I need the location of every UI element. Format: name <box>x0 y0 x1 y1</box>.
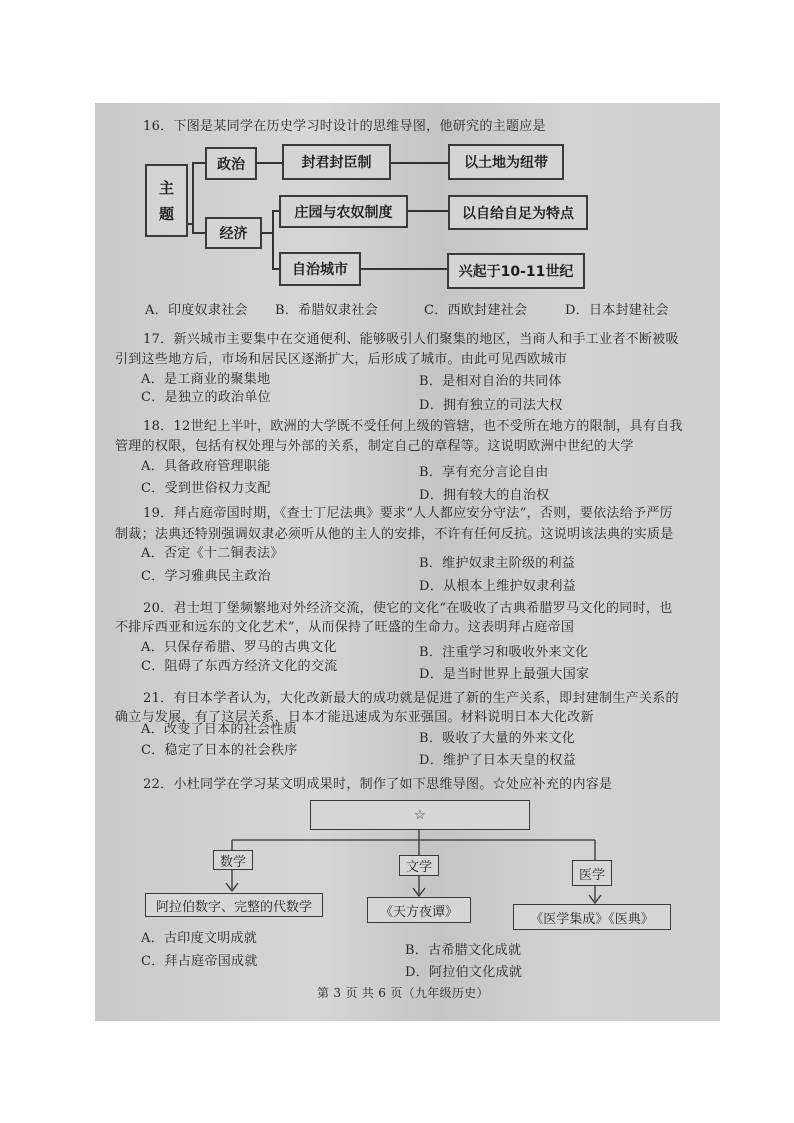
q22-medicine-box: 医学 <box>572 860 612 886</box>
page-footer: 第 3 页 共 6 页（九年级历史） <box>317 986 489 1000</box>
q21-option-b: B．吸收了大量的外来文化 <box>419 731 576 746</box>
q19-option-a: A．否定《十二铜表法》 <box>141 546 284 561</box>
q19-option-c: C．学习雅典民主政治 <box>141 569 271 584</box>
q16-politics-box: 政治 <box>205 147 257 180</box>
q16-root-char-1: 主 <box>158 178 174 197</box>
q16-land-box: 以土地为纽带 <box>448 144 564 180</box>
q17-option-c: C．是独立的政治单位 <box>141 390 271 405</box>
q18-stem-line-1: 18．12世纪上半叶，欧洲的大学既不受任何上级的管辖，也不受所在地方的限制，具有自我 <box>143 419 683 434</box>
q22-stem: 22．小杜同学在学习某文明成果时，制作了如下思维导图。☆处应补充的内容是 <box>143 777 613 792</box>
q19-stem-line-1: 19．拜占庭帝国时期，《查士丁尼法典》要求“人人都应安分守法”，否则，要依法给予严厉 <box>143 506 673 521</box>
q20-stem-line-1: 20．君士坦丁堡频繁地对外经济交流，使它的文化“在吸收了古典希腊罗马文化的同时，也 <box>143 601 673 616</box>
q22-option-d: D．阿拉伯文化成就 <box>405 965 523 980</box>
q17-stem-line-1: 17．新兴城市主要集中在交通便利、能够吸引人们聚集的地区，当商人和手工业者不断被吸 <box>143 332 679 347</box>
q18-option-b: B．享有充分言论自由 <box>419 465 549 480</box>
q22-option-c: C．拜占庭帝国成就 <box>141 954 258 969</box>
q18-option-a: A．具备政府管理职能 <box>141 459 271 474</box>
q22-option-b: B．古希腊文化成就 <box>405 943 522 958</box>
q16-option-a: A．印度奴隶社会 <box>145 303 248 318</box>
q16-city-box: 自治城市 <box>279 252 361 286</box>
q22-literature-box: 文学 <box>399 855 439 876</box>
q22-literature-item-box: 《天方夜谭》 <box>367 897 471 923</box>
q16-feudal-box: 封君封臣制 <box>282 144 391 180</box>
q22-medicine-item-box: 《医学集成》《医典》 <box>513 904 671 930</box>
q19-option-b: B．维护奴隶主阶级的利益 <box>419 556 576 571</box>
q22-connector-lines <box>95 103 720 1021</box>
q20-option-a: A．只保存希腊、罗马的古典文化 <box>141 640 337 655</box>
q17-option-d: D．拥有独立的司法大权 <box>419 398 563 413</box>
q18-option-c: C．受到世俗权力支配 <box>141 481 271 496</box>
q18-option-d: D．拥有较大的自治权 <box>419 488 550 503</box>
q21-stem-line-2: 确立与发展，有了这层关系，日本才能迅速成为东亚强国。材料说明日本大化改新 <box>115 710 594 725</box>
q19-stem-line-2: 制裁；法典还特别强调奴隶必须听从他的主人的安排，不许有任何反抗。这说明该法典的实质是 <box>115 527 674 542</box>
q16-option-b: B．希腊奴隶社会 <box>275 303 378 318</box>
q21-option-d: D．维护了日本天皇的权益 <box>419 753 577 768</box>
q18-stem-line-2: 管理的权限，包括有权处理与外部的关系，制定自己的章程等。这说明欧洲中世纪的大学 <box>115 439 634 454</box>
q17-option-b: B．是相对自治的共同体 <box>419 374 562 389</box>
q16-economy-box: 经济 <box>205 217 262 249</box>
q20-option-b: B．注重学习和吸收外来文化 <box>419 645 589 660</box>
q22-option-a: A．古印度文明成就 <box>141 931 258 946</box>
q19-option-d: D．从根本上维护奴隶利益 <box>419 579 577 594</box>
q20-option-c: C．阻碍了东西方经济文化的交流 <box>141 659 338 674</box>
q22-math-item-box: 阿拉伯数字、完整的代数学 <box>145 893 323 917</box>
q20-option-d: D．是当时世界上最强大国家 <box>419 667 590 682</box>
q22-math-box: 数学 <box>213 850 253 870</box>
q17-stem-line-2: 引到这些地方后，市场和居民区逐渐扩大，后形成了城市。由此可见西欧城市 <box>115 352 568 367</box>
q16-self-sufficient-box: 以自给自足为特点 <box>448 195 588 230</box>
q21-option-a: A．改变了日本的社会性质 <box>141 722 297 737</box>
q17-option-a: A．是工商业的聚集地 <box>141 372 271 387</box>
q16-century-box: 兴起于10-11世纪 <box>447 253 585 289</box>
q21-option-c: C．稳定了日本的社会秩序 <box>141 743 298 758</box>
exam-page <box>95 103 720 1021</box>
q16-option-c: C．西欧封建社会 <box>424 303 528 318</box>
q16-stem: 16．下图是某同学在历史学习时设计的思维导图，他研究的主题应是 <box>143 119 546 134</box>
q20-stem-line-2: 不排斥西亚和远东的文化艺术”，从而保持了旺盛的生命力。这表明拜占庭帝国 <box>115 620 575 635</box>
q16-manor-box: 庄园与农奴制度 <box>279 195 408 228</box>
q22-root-box: ☆ <box>310 800 530 830</box>
q21-stem-line-1: 21．有日本学者认为，大化改新最大的成功就是促进了新的生产关系，即封建制生产关系的 <box>143 691 679 706</box>
q16-option-d: D．日本封建社会 <box>565 303 669 318</box>
q16-root-char-2: 题 <box>158 204 174 223</box>
